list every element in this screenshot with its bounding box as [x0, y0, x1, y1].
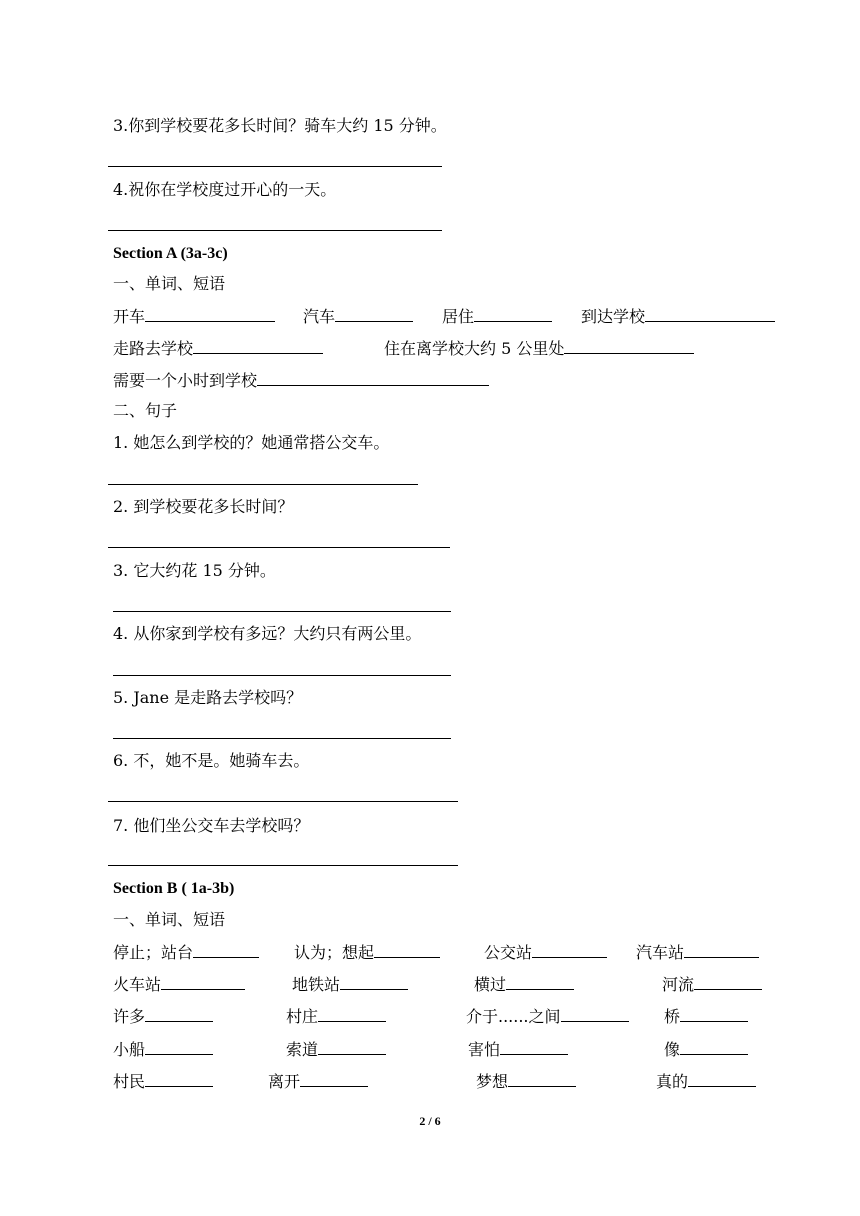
sentence: 7. 他们坐公交车去学校吗？: [113, 816, 310, 835]
answer-line[interactable]: [113, 611, 451, 612]
fill-blank[interactable]: [145, 306, 275, 322]
fill-blank[interactable]: [564, 338, 694, 354]
fill-blank[interactable]: [680, 1039, 748, 1055]
fill-blank[interactable]: [684, 942, 759, 958]
fill-blank[interactable]: [300, 1071, 368, 1087]
section-b-title: Section B ( 1a-3b): [113, 880, 235, 897]
fill-blank[interactable]: [508, 1071, 576, 1087]
vocab-item: 梦想: [476, 1071, 576, 1092]
vocab-item: 村庄: [286, 1006, 386, 1027]
answer-line[interactable]: [113, 675, 451, 676]
sentence: 1. 她怎么到学校的？她通常搭公交车。: [113, 433, 390, 452]
fill-blank[interactable]: [145, 1071, 213, 1087]
vocab-item: 公交站: [484, 942, 607, 963]
vocab-item: 索道: [286, 1039, 386, 1060]
fill-blank[interactable]: [318, 1006, 386, 1022]
answer-line[interactable]: [108, 801, 458, 802]
vocab-item: 停止；站台: [113, 942, 259, 963]
answer-line[interactable]: [108, 230, 442, 231]
fill-blank[interactable]: [145, 1039, 213, 1055]
vocab-item: 汽车站: [636, 942, 759, 963]
vocab-item: 居住: [442, 306, 552, 327]
vocab-item: 地铁站: [292, 974, 408, 995]
section-b-vocab-heading: 一、单词、短语: [113, 910, 226, 929]
answer-line[interactable]: [113, 738, 451, 739]
question-4: 4.祝你在学校度过开心的一天。: [113, 180, 337, 199]
vocab-item: 走路去学校: [113, 338, 323, 359]
vocab-item: 需要一个小时到学校: [113, 370, 489, 391]
fill-blank[interactable]: [694, 974, 762, 990]
fill-blank[interactable]: [532, 942, 607, 958]
vocab-item: 认为；想起: [294, 942, 440, 963]
section-a-sentence-heading: 二、句子: [113, 401, 178, 420]
vocab-item: 害怕: [468, 1039, 568, 1060]
vocab-item: 到达学校: [581, 306, 775, 327]
vocab-item: 河流: [662, 974, 762, 995]
answer-line[interactable]: [108, 547, 450, 548]
fill-blank[interactable]: [561, 1006, 629, 1022]
vocab-item: 介于......之间: [466, 1006, 629, 1027]
answer-line[interactable]: [108, 166, 442, 167]
sentence: 4. 从你家到学校有多远？大约只有两公里。: [113, 624, 422, 643]
fill-blank[interactable]: [193, 338, 323, 354]
fill-blank[interactable]: [145, 1006, 213, 1022]
vocab-item: 村民: [113, 1071, 213, 1092]
sentence: 3. 它大约花 15 分钟。: [113, 561, 276, 580]
section-a-title: Section A (3a-3c): [113, 245, 228, 262]
fill-blank[interactable]: [340, 974, 408, 990]
vocab-item: 小船: [113, 1039, 213, 1060]
page-number: 2 / 6: [419, 1114, 441, 1128]
vocab-item: 开车: [113, 306, 275, 327]
sentence: 2. 到学校要花多长时间？: [113, 497, 294, 516]
vocab-item: 汽车: [303, 306, 413, 327]
sentence: 5. Jane 是走路去学校吗？: [113, 688, 303, 707]
fill-blank[interactable]: [506, 974, 574, 990]
vocab-item: 许多: [113, 1006, 213, 1027]
fill-blank[interactable]: [193, 942, 259, 958]
fill-blank[interactable]: [680, 1006, 748, 1022]
fill-blank[interactable]: [474, 306, 552, 322]
vocab-item: 火车站: [113, 974, 245, 995]
fill-blank[interactable]: [161, 974, 245, 990]
question-3: 3.你到学校要花多长时间？骑车大约 15 分钟。: [113, 116, 447, 135]
vocab-item: 真的: [656, 1071, 756, 1092]
fill-blank[interactable]: [318, 1039, 386, 1055]
answer-line[interactable]: [108, 865, 458, 866]
fill-blank[interactable]: [374, 942, 440, 958]
vocab-item: 横过: [474, 974, 574, 995]
vocab-item: 桥: [664, 1006, 748, 1027]
vocab-item: 离开: [268, 1071, 368, 1092]
vocab-item: 住在离学校大约 5 公里处: [384, 338, 694, 359]
answer-line[interactable]: [108, 484, 418, 485]
fill-blank[interactable]: [257, 370, 489, 386]
fill-blank[interactable]: [500, 1039, 568, 1055]
sentence: 6. 不，她不是。她骑车去。: [113, 751, 310, 770]
vocab-item: 像: [664, 1039, 748, 1060]
fill-blank[interactable]: [645, 306, 775, 322]
section-a-vocab-heading: 一、单词、短语: [113, 274, 226, 293]
fill-blank[interactable]: [688, 1071, 756, 1087]
fill-blank[interactable]: [335, 306, 413, 322]
